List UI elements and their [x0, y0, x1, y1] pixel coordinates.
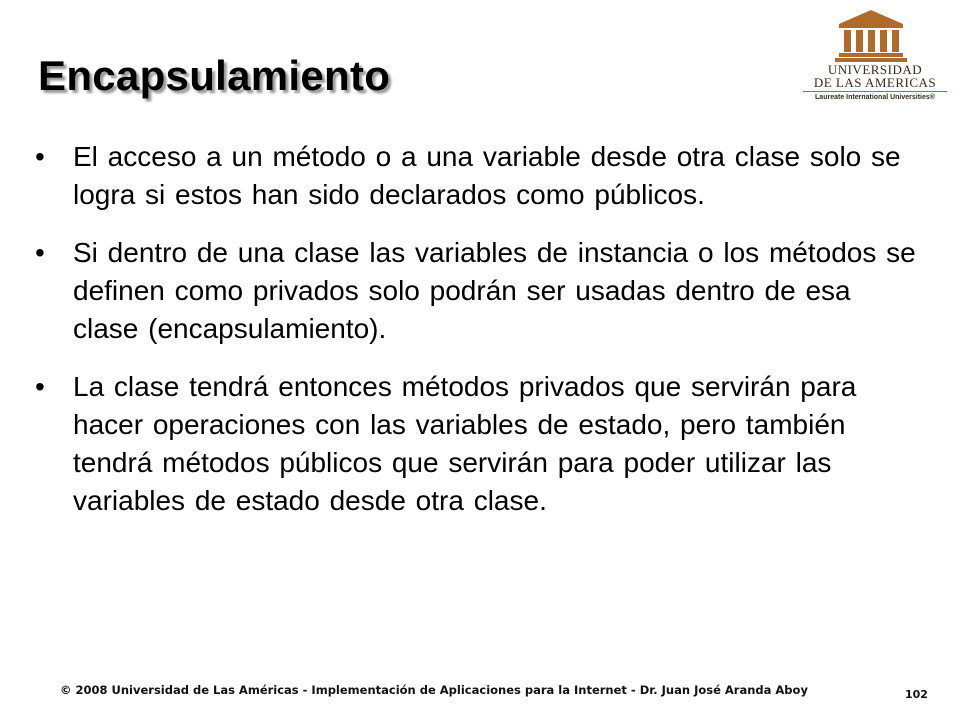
- logo-divider: [803, 91, 947, 92]
- bullet-item: [35, 138, 925, 214]
- page-number: 102: [905, 688, 928, 701]
- bullet-text: La clase tendrá entonces métodos privados que servirán para hacer operaciones con las variables de estado, pero también tendrá métodos públicos que servirán para poder utilizar las variables de estado desde otra clase.: [73, 371, 857, 516]
- bullet-list: [35, 138, 925, 540]
- logo-text-line2: DE LAS AMERICAS: [813, 75, 937, 90]
- bullet-text: El acceso a un método o a una variable desde otra clase solo se logra si estos han sido declarados como públicos.: [73, 141, 901, 210]
- footer-copyright: © 2008 Universidad de Las Américas - Implementación de Aplicaciones para la Internet - Dr. Juan José Aranda Aboy: [60, 683, 808, 697]
- bullet-item: [35, 368, 925, 520]
- logo-tagline: Laureate International Universities®: [815, 94, 935, 101]
- bullet-text: Si dentro de una clase las variables de instancia o los métodos se definen como privados solo podrán ser usadas dentro de esa clase (encapsulamiento).: [73, 237, 916, 344]
- logo-text-line1: UNIVERSIDAD: [827, 62, 923, 77]
- bullet-item: [35, 234, 925, 348]
- university-logo: [795, 8, 955, 100]
- bullet-marker: •: [35, 141, 45, 172]
- university-building-icon: [835, 8, 907, 62]
- bullet-marker: •: [35, 371, 45, 402]
- bullet-marker: •: [35, 237, 45, 268]
- slide-title: Encapsulamiento: [38, 52, 391, 99]
